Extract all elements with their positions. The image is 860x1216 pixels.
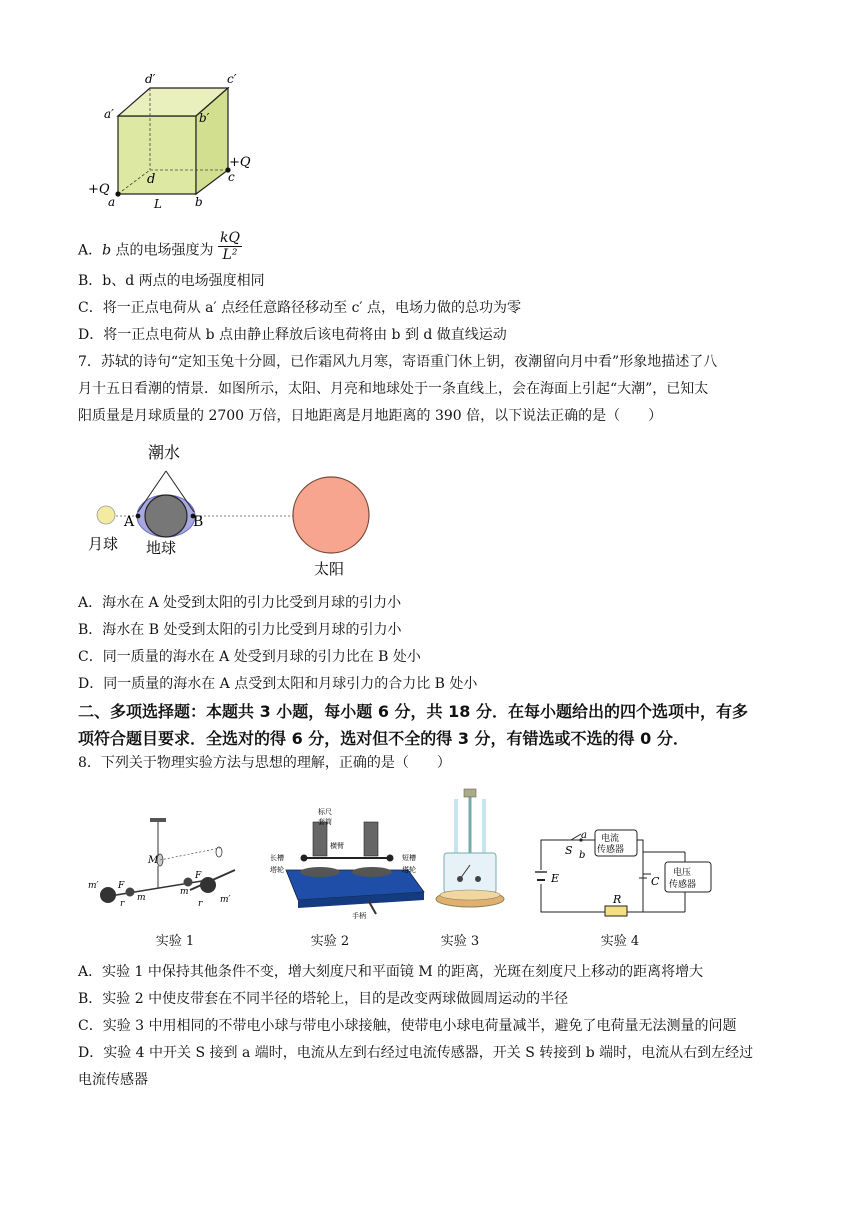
q7-stem-line-3: 阳质量是月球质量的 2700 万倍，日地距离是月地距离的 390 倍，以下说法正确的是（ ） [78,408,663,424]
q6-option-c: C．将一正点电荷从 a′ 点经任意路径移动至 c′ 点，电场力做的总功为零 [78,300,522,316]
q7-option-d: D．同一质量的海水在 A 点受到太阳和月球引力的合力比 B 处小 [78,676,478,692]
exp4-label-c: C [651,875,660,888]
experiment-1-figure [80,810,250,920]
exp4-label-b: b [579,850,586,861]
q8-option-d-line-1: D．实验 4 中开关 S 接到 a 端时，电流从左到右经过电流传感器，开关 S 转接到 b 端时，电流从右到左经过 [78,1045,754,1061]
exp2-label-ruler: 标尺 [318,808,332,816]
label-d-prime: d′ [145,72,156,86]
label-c: c [228,170,235,184]
exp2-label-arm: 横臂 [330,842,344,850]
caption-experiment-2: 实验 2 [310,934,350,949]
section-heading-line-2: 项符合题目要求．全选对的得 6 分，选对但不全的得 3 分，有错选或不选的得 0 分． [78,729,689,748]
exp4-current-sensor-line1: 电流 [601,834,620,844]
q7-option-c: C．同一质量的海水在 A 处受到月球的引力比在 B 处小 [78,649,421,665]
label-b: b [195,195,203,209]
q7-option-a: A．海水在 A 处受到太阳的引力比受到月球的引力小 [78,595,402,611]
label-sun: 太阳 [314,560,345,578]
cube-front-face [118,116,196,194]
experiment-4-figure [535,828,715,918]
q8-option-a: A．实验 1 中保持其他条件不变，增大刻度尺和平面镜 M 的距离，光斑在刻度尺上移动的距离将增大 [78,964,704,980]
experiment-3-figure [430,785,510,925]
exp1-label-m-mirror: M [148,855,159,866]
label-tide: 潮水 [148,443,181,462]
caption-experiment-4: 实验 4 [600,934,640,949]
exp4-voltage-sensor-line1: 电压 [673,868,692,878]
label-earth: 地球 [146,539,177,557]
experiment-2-figure [268,800,428,920]
label-plus-q-right: +Q [229,155,251,170]
exp1-label-m2: m [137,893,146,903]
exp1-label-r2: r [198,899,203,909]
q8-option-c: C．实验 3 中用相同的不带电小球与带电小球接触，使带电小球电荷量减半，避免了电荷量无法测量的问题 [78,1018,737,1034]
exp1-label-f2: F [195,871,202,881]
exp4-current-sensor-line2: 传感器 [597,845,625,855]
exp1-label-m4: m′ [220,895,231,905]
label-d: d [147,172,156,187]
exp2-label-tower-left: 塔轮 [270,866,284,874]
label-a-prime: a′ [104,107,114,121]
tide-figure [80,438,400,583]
exp2-label-sleeve: 套筒 [318,818,332,826]
label-point-a: A [124,514,135,530]
exp4-label-e: E [551,872,560,885]
exp4-voltage-sensor-line2: 传感器 [669,880,697,890]
fraction-denominator: L² [222,247,238,263]
moon-icon [97,506,115,524]
exp4-label-s: S [565,844,573,857]
q7-stem-line-2: 月十五日看潮的情景．如图所示，太阳、月亮和地球处于一条直线上，会在海面上引起“大潮”，已知太 [78,381,709,397]
q8-option-d-line-2: 电流传感器 [78,1072,148,1088]
label-c-prime: c′ [227,72,237,86]
exp2-label-short-slot: 短槽 [402,854,416,862]
exp1-label-r1: r [120,899,125,909]
earth-icon [145,495,187,537]
q8-stem: 8．下列关于物理实验方法与思想的理解，正确的是（ ） [78,755,451,771]
sun-icon [293,477,369,553]
exp2-label-tower-right: 塔轮 [402,866,416,874]
caption-experiment-3: 实验 3 [440,934,480,949]
exp2-label-handle: 手柄 [352,912,366,920]
exp2-label-long-slot: 长槽 [270,854,284,862]
caption-experiment-1: 实验 1 [155,934,195,949]
exp1-label-f1: F [118,881,125,891]
exp4-label-a: a [581,830,587,841]
label-point-b: B [193,514,204,530]
label-a: a [108,195,116,209]
exp4-label-r: R [613,893,622,906]
label-plus-q-left: +Q [88,182,110,197]
exp1-label-m3: m [180,887,189,897]
exp1-label-m1: m′ [88,881,99,891]
cube-figure [82,70,262,215]
fraction-numerator: kQ [220,230,240,246]
q6-option-b: B．b、d 两点的电场强度相同 [78,273,265,289]
q8-option-b: B．实验 2 中使皮带套在不同半径的塔轮上，目的是改变两球做圆周运动的半径 [78,991,569,1007]
q7-stem-line-1: 7．苏轼的诗句“定知玉兔十分圆，已作霜风九月寒，寄语重门休上钥，夜潮留向月中看”形象地描述了八 [78,354,718,370]
label-b-prime: b′ [199,111,210,125]
q7-option-b: B．海水在 B 处受到太阳的引力比受到月球的引力小 [78,622,402,638]
charge-a-dot [115,191,120,196]
label-moon: 月球 [88,535,119,553]
label-L: L [154,197,162,211]
q6-option-a: A．b 点的电场强度为 $\frac{kQ}{\text{L²}}$ [78,230,240,263]
section-heading-line-1: 二、多项选择题：本题共 3 小题，每小题 6 分，共 18 分．在每小题给出的四个选项中，有多 [78,702,748,721]
q6-option-d: D．将一正点电荷从 b 点由静止释放后该电荷将由 b 到 d 做直线运动 [78,327,507,343]
